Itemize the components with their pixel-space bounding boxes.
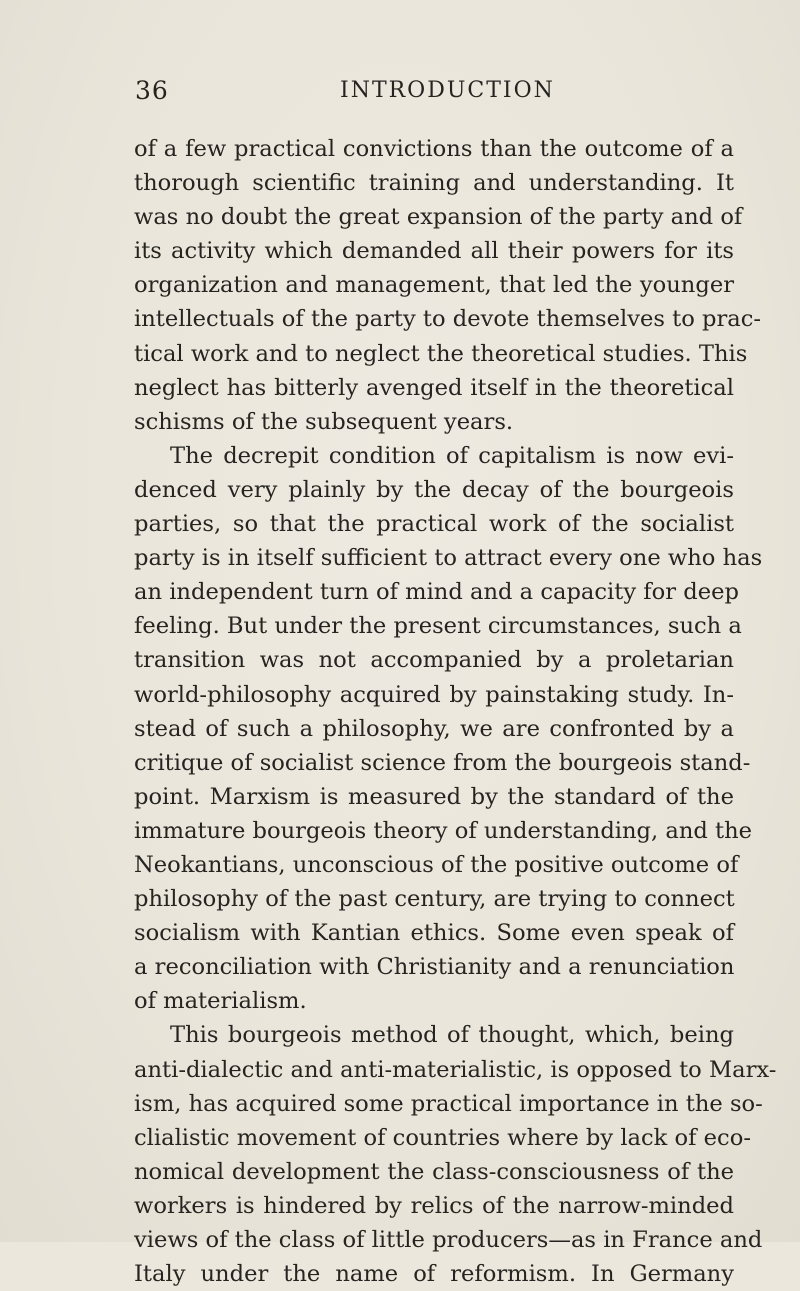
text-line: point. Marxism is measured by the standard of the bbox=[134, 783, 734, 810]
text-line: workers is hindered by relics of the narrow-minded bbox=[134, 1192, 734, 1219]
paragraph-3 bbox=[134, 1018, 777, 1291]
running-head: INTRODUCTION bbox=[340, 78, 555, 103]
text-line: Neokantians, unconscious of the positive outcome of bbox=[134, 851, 739, 878]
text-line: stead of such a philosophy, we are confronted by a bbox=[134, 715, 734, 742]
text-line: critique of socialist science from the bourgeois stand- bbox=[134, 749, 751, 776]
text-line: party is in itself sufficient to attract every one who has bbox=[134, 545, 763, 572]
text-line: intellectuals of the party to devote themselves to prac- bbox=[134, 306, 762, 333]
text-line: world-philosophy acquired by painstaking study. In- bbox=[134, 681, 734, 708]
text-line: schisms of the subsequent years. bbox=[134, 408, 514, 435]
text-line: views of the class of little producers—as in France and bbox=[134, 1227, 763, 1253]
text-line: feeling. But under the present circumstances, such a bbox=[134, 613, 742, 640]
text-line: transition was not accompanied by a proletarian bbox=[134, 647, 734, 674]
text-line: philosophy of the past century, are trying to connect bbox=[134, 886, 735, 913]
text-line: was no doubt the great expansion of the party and of bbox=[134, 204, 743, 231]
text-line: socialism with Kantian ethics. Some even speak of bbox=[134, 920, 734, 947]
text-line: This bourgeois method of thought, which, being bbox=[170, 1022, 734, 1049]
paragraph-1 bbox=[134, 132, 762, 439]
text-line: Italy under the name of reformism. In Germany bbox=[134, 1261, 734, 1288]
text-line: tical work and to neglect the theoretical studies. This bbox=[134, 340, 748, 367]
text-line: immature bourgeois theory of understanding, and the bbox=[134, 817, 753, 844]
text-line: thorough scientific training and understanding. It bbox=[134, 170, 734, 197]
text-line: neglect has bitterly avenged itself in the theoretical bbox=[134, 374, 734, 401]
text-line: of a few practical convictions than the outcome of a bbox=[134, 136, 734, 162]
paragraph-2 bbox=[134, 439, 763, 1019]
page-header bbox=[135, 76, 695, 106]
body-text bbox=[134, 132, 777, 1291]
text-line: clialistic movement of countries where by lack of eco- bbox=[134, 1124, 751, 1151]
text-line: a reconciliation with Christianity and a renunciation bbox=[134, 954, 735, 981]
text-line: its activity which demanded all their powers for its bbox=[134, 238, 734, 265]
text-line: denced very plainly by the decay of the bourgeois bbox=[134, 476, 734, 503]
text-line: ism, has acquired some practical importance in the so- bbox=[134, 1090, 763, 1117]
text-line: organization and management, that led the younger bbox=[134, 272, 734, 299]
text-line: an independent turn of mind and a capacity for deep bbox=[134, 579, 739, 606]
text-line: parties, so that the practical work of the socialist bbox=[134, 511, 734, 538]
text-line: of materialism. bbox=[134, 988, 307, 1015]
text-line: anti-dialectic and anti-materialistic, is opposed to Marx- bbox=[134, 1056, 777, 1083]
text-line: nomical development the class-consciousness of the bbox=[134, 1158, 734, 1185]
text-line: The decrepit condition of capitalism is now evi- bbox=[170, 442, 734, 469]
page-number: 36 bbox=[135, 76, 169, 105]
